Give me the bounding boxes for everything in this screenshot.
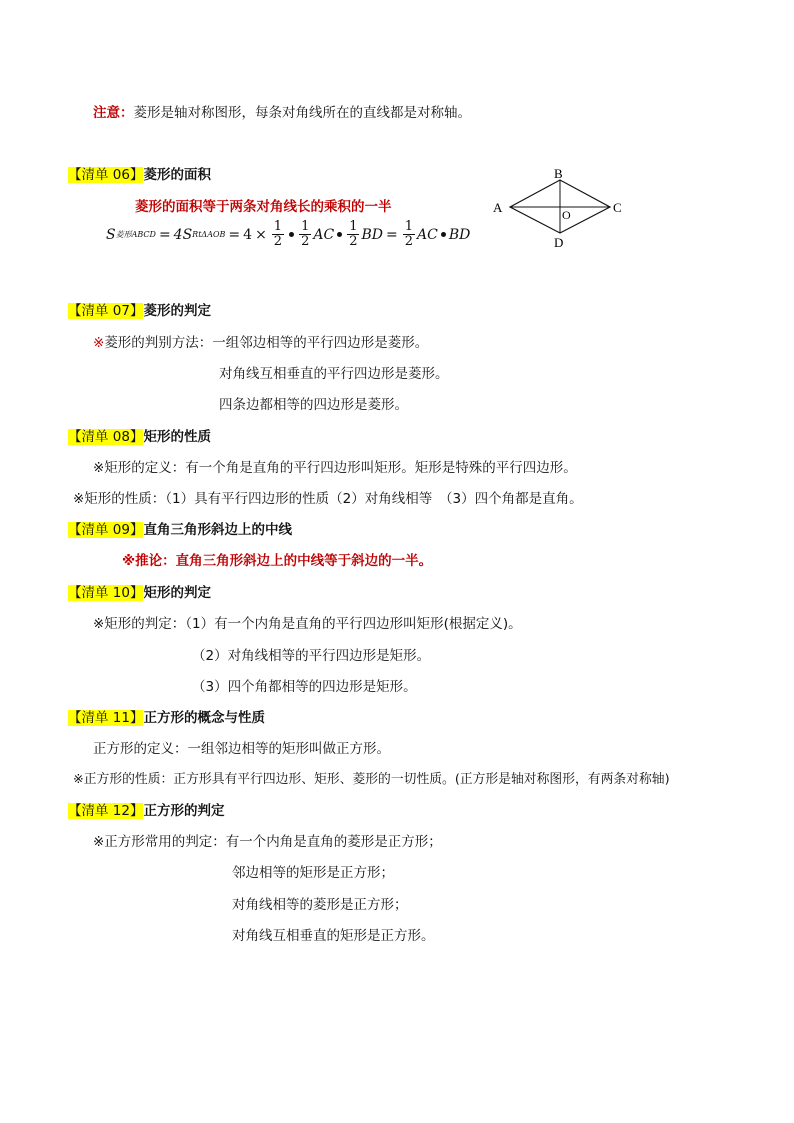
fraction-half-3: $\frac{1}{2}$ xyxy=(349,219,358,250)
vertex-label-b: B xyxy=(554,166,563,181)
vertex-label-a: A xyxy=(493,200,503,215)
fraction-half-1: $\frac{1}{2}$ xyxy=(273,219,283,250)
section-07-line-1 xyxy=(93,331,428,351)
section-09-heading xyxy=(68,518,292,538)
formula-times: × xyxy=(255,226,267,243)
rhombus-area-rule: 菱形的面积等于两条对角线长的乘积的一半 xyxy=(135,199,392,215)
section-12-line-4: 对角线互相垂直的矩形是正方形。 xyxy=(232,928,435,944)
section-10-heading xyxy=(68,581,211,601)
formula-4S-sub: RtΔAOB xyxy=(192,230,226,240)
section-11-tag: 【清单 11】 xyxy=(68,710,144,726)
section-10-tag: 【清单 10】 xyxy=(68,585,144,601)
formula-eq-2: = xyxy=(228,226,241,243)
section-08-line-1: ※矩形的定义：有一个角是直角的平行四边形叫矩形。矩形是特殊的平行四边形。 xyxy=(93,460,577,476)
section-11-heading xyxy=(68,706,265,726)
formula-AC-1: AC xyxy=(313,226,335,243)
section-12-line-3: 对角线相等的菱形是正方形； xyxy=(232,897,408,913)
formula-BD-2: BD xyxy=(448,226,471,243)
section-10-line-1: ※矩形的判定：（1）有一个内角是直角的平行四边形叫矩形(根据定义)。 xyxy=(93,616,522,632)
section-09-rule: ※推论：直角三角形斜边上的中线等于斜边的一半。 xyxy=(122,553,433,569)
formula-eq-1: = xyxy=(158,226,171,243)
formula-BD-1: BD xyxy=(361,226,383,243)
section-12-line-1: ※正方形常用的判定：有一个内角是直角的菱形是正方形； xyxy=(93,834,442,850)
formula-S: S xyxy=(106,226,116,243)
section-08-heading xyxy=(68,425,211,445)
fraction-half-4: $\frac{1}{2}$ xyxy=(404,219,413,250)
center-label-o: O xyxy=(562,208,571,222)
section-06-heading xyxy=(68,163,211,183)
section-07-line-1-text: 菱形的判别方法：一组邻边相等的平行四边形是菱形。 xyxy=(104,335,429,351)
section-12-title: 正方形的判定 xyxy=(143,803,225,819)
section-07-line-3: 四条边都相等的四边形是菱形。 xyxy=(219,397,408,413)
section-11-line-2: ※正方形的性质：正方形具有平行四边形、矩形、菱形的一切性质。(正方形是轴对称图形，有两条对称轴) xyxy=(73,772,670,787)
multiply-dot xyxy=(289,232,294,237)
note-label: 注意： xyxy=(93,105,134,121)
vertex-label-d: D xyxy=(554,235,564,250)
section-10-title: 矩形的判定 xyxy=(143,585,211,601)
section-12-tag: 【清单 12】 xyxy=(68,803,144,819)
section-06-tag: 【清单 06】 xyxy=(68,167,144,183)
section-08-tag: 【清单 08】 xyxy=(68,429,144,445)
vertex-label-c: C xyxy=(613,200,622,215)
section-08-title: 矩形的性质 xyxy=(143,429,211,445)
formula-eq-3: = xyxy=(385,226,398,243)
section-10-line-2: （2）对角线相等的平行四边形是矩形。 xyxy=(192,648,431,664)
section-07-title: 菱形的判定 xyxy=(143,303,211,319)
formula-S-sub: 菱形ABCD xyxy=(115,230,156,240)
fraction-half-2: $\frac{1}{2}$ xyxy=(301,219,310,250)
section-06-title: 菱形的面积 xyxy=(143,167,211,183)
section-07-mark: ※ xyxy=(93,335,105,351)
section-10-line-3: （3）四个角都相等的四边形是矩形。 xyxy=(192,679,417,695)
section-12-heading xyxy=(68,799,224,819)
formula-4S: 4S xyxy=(173,226,193,243)
note-line xyxy=(93,101,471,121)
rhombus-diagram xyxy=(488,165,628,250)
section-11-line-1: 正方形的定义：一组邻边相等的矩形叫做正方形。 xyxy=(93,741,390,757)
section-09-title: 直角三角形斜边上的中线 xyxy=(143,522,292,538)
multiply-dot xyxy=(441,232,446,237)
multiply-dot xyxy=(337,232,342,237)
section-12-line-2: 邻边相等的矩形是正方形； xyxy=(232,865,394,881)
section-11-title: 正方形的概念与性质 xyxy=(143,710,265,726)
section-07-tag: 【清单 07】 xyxy=(68,303,144,319)
section-08-line-2: ※矩形的性质：（1）具有平行四边形的性质（2）对角线相等 （3）四个角都是直角。 xyxy=(73,491,583,507)
area-formula xyxy=(106,220,470,250)
section-09-tag: 【清单 09】 xyxy=(68,522,144,538)
formula-4: 4 xyxy=(243,226,253,243)
formula-AC-2: AC xyxy=(417,226,438,243)
section-07-heading xyxy=(68,299,211,319)
section-07-line-2: 对角线互相垂直的平行四边形是菱形。 xyxy=(219,366,449,382)
note-text: 菱形是轴对称图形，每条对角线所在的直线都是对称轴。 xyxy=(133,105,471,121)
